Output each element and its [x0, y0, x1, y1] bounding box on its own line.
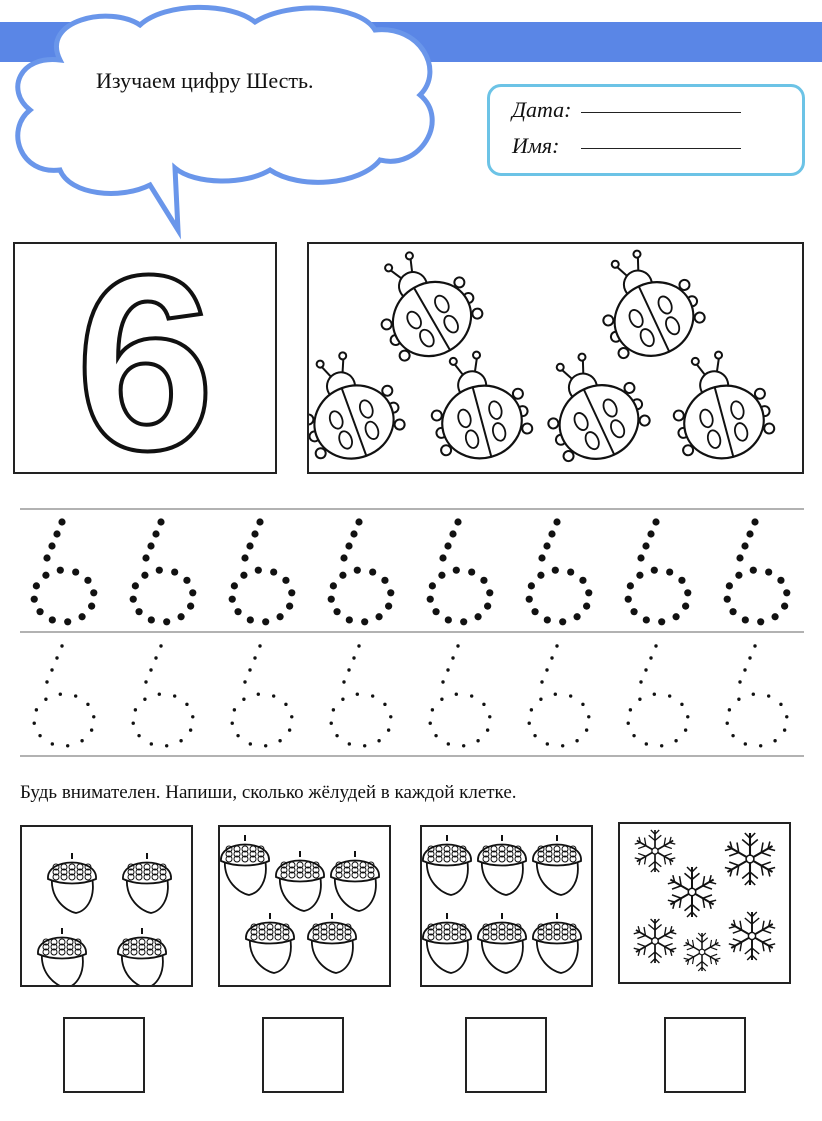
count-cell-3	[420, 825, 593, 987]
answer-box-2[interactable]	[262, 1017, 344, 1093]
ladybug-icon	[527, 339, 657, 472]
date-name-box	[487, 84, 805, 176]
acorn-icon	[533, 913, 581, 973]
traceable-six[interactable]	[427, 518, 494, 625]
name-label: Имя:	[512, 133, 560, 158]
answer-box-3[interactable]	[465, 1017, 547, 1093]
svg-text:6: 6	[75, 244, 215, 472]
ladybug-icon	[661, 343, 779, 469]
acorn-icon	[48, 853, 96, 913]
acorns-6	[422, 827, 591, 985]
date-label: Дата:	[512, 97, 572, 122]
ladybugs-group	[309, 244, 802, 472]
traceable-six[interactable]	[130, 518, 197, 625]
traceable-six[interactable]	[132, 644, 195, 747]
snowflake-icon	[634, 830, 677, 872]
traceable-six[interactable]	[31, 518, 98, 625]
traceable-six[interactable]	[625, 518, 692, 625]
acorn-icon	[221, 835, 269, 895]
acorn-icon	[118, 928, 166, 985]
ladybugs-box	[307, 242, 804, 474]
acorn-icon	[276, 851, 324, 911]
traceable-six[interactable]	[33, 644, 96, 747]
ladybug-icon	[309, 341, 410, 472]
traceable-six[interactable]	[229, 518, 296, 625]
traceable-six[interactable]	[726, 644, 789, 747]
acorns-4	[22, 827, 191, 985]
snowflake-icon	[633, 919, 678, 963]
acorns-5	[220, 827, 389, 985]
traceable-six[interactable]	[724, 518, 791, 625]
digit-six-outline	[15, 244, 275, 472]
count-cell-1	[20, 825, 193, 987]
snowflake-icon	[683, 933, 722, 971]
acorn-icon	[331, 851, 379, 911]
snowflake-icon	[667, 867, 718, 917]
count-cell-2	[218, 825, 391, 987]
acorn-icon	[423, 913, 471, 973]
acorn-icon	[533, 835, 581, 895]
cloud-bubble	[0, 0, 460, 240]
name-line	[581, 147, 741, 149]
traceable-six[interactable]	[328, 518, 395, 625]
traceable-six[interactable]	[528, 644, 591, 747]
snowflake-icon	[728, 912, 777, 960]
name-field[interactable]	[512, 133, 741, 159]
traceable-six[interactable]	[231, 644, 294, 747]
traceable-six[interactable]	[429, 644, 492, 747]
digit-box	[13, 242, 277, 474]
date-line	[581, 111, 741, 113]
page-title: Изучаем цифру Шесть.	[96, 68, 314, 93]
answer-box-4[interactable]	[664, 1017, 746, 1093]
acorn-icon	[478, 835, 526, 895]
acorn-icon	[123, 853, 171, 913]
answer-box-1[interactable]	[63, 1017, 145, 1093]
count-cell-4	[618, 822, 791, 984]
traceable-six[interactable]	[627, 644, 690, 747]
traceable-six[interactable]	[330, 644, 393, 747]
snowflake-icon	[724, 833, 777, 885]
ladybug-icon	[419, 343, 537, 469]
snowflakes-6	[620, 824, 789, 982]
ladybug-icon	[357, 244, 491, 374]
acorn-icon	[308, 913, 356, 973]
acorn-icon	[478, 913, 526, 973]
acorn-icon	[246, 913, 294, 973]
traceable-six[interactable]	[526, 518, 593, 625]
acorn-icon	[38, 928, 86, 985]
tracing-area[interactable]	[20, 508, 804, 760]
acorn-icon	[423, 835, 471, 895]
date-field[interactable]	[512, 97, 741, 123]
ladybug-icon	[582, 244, 712, 371]
instruction-text: Будь внимателен. Напиши, сколько жёлудей в каждой клетке.	[20, 782, 517, 803]
